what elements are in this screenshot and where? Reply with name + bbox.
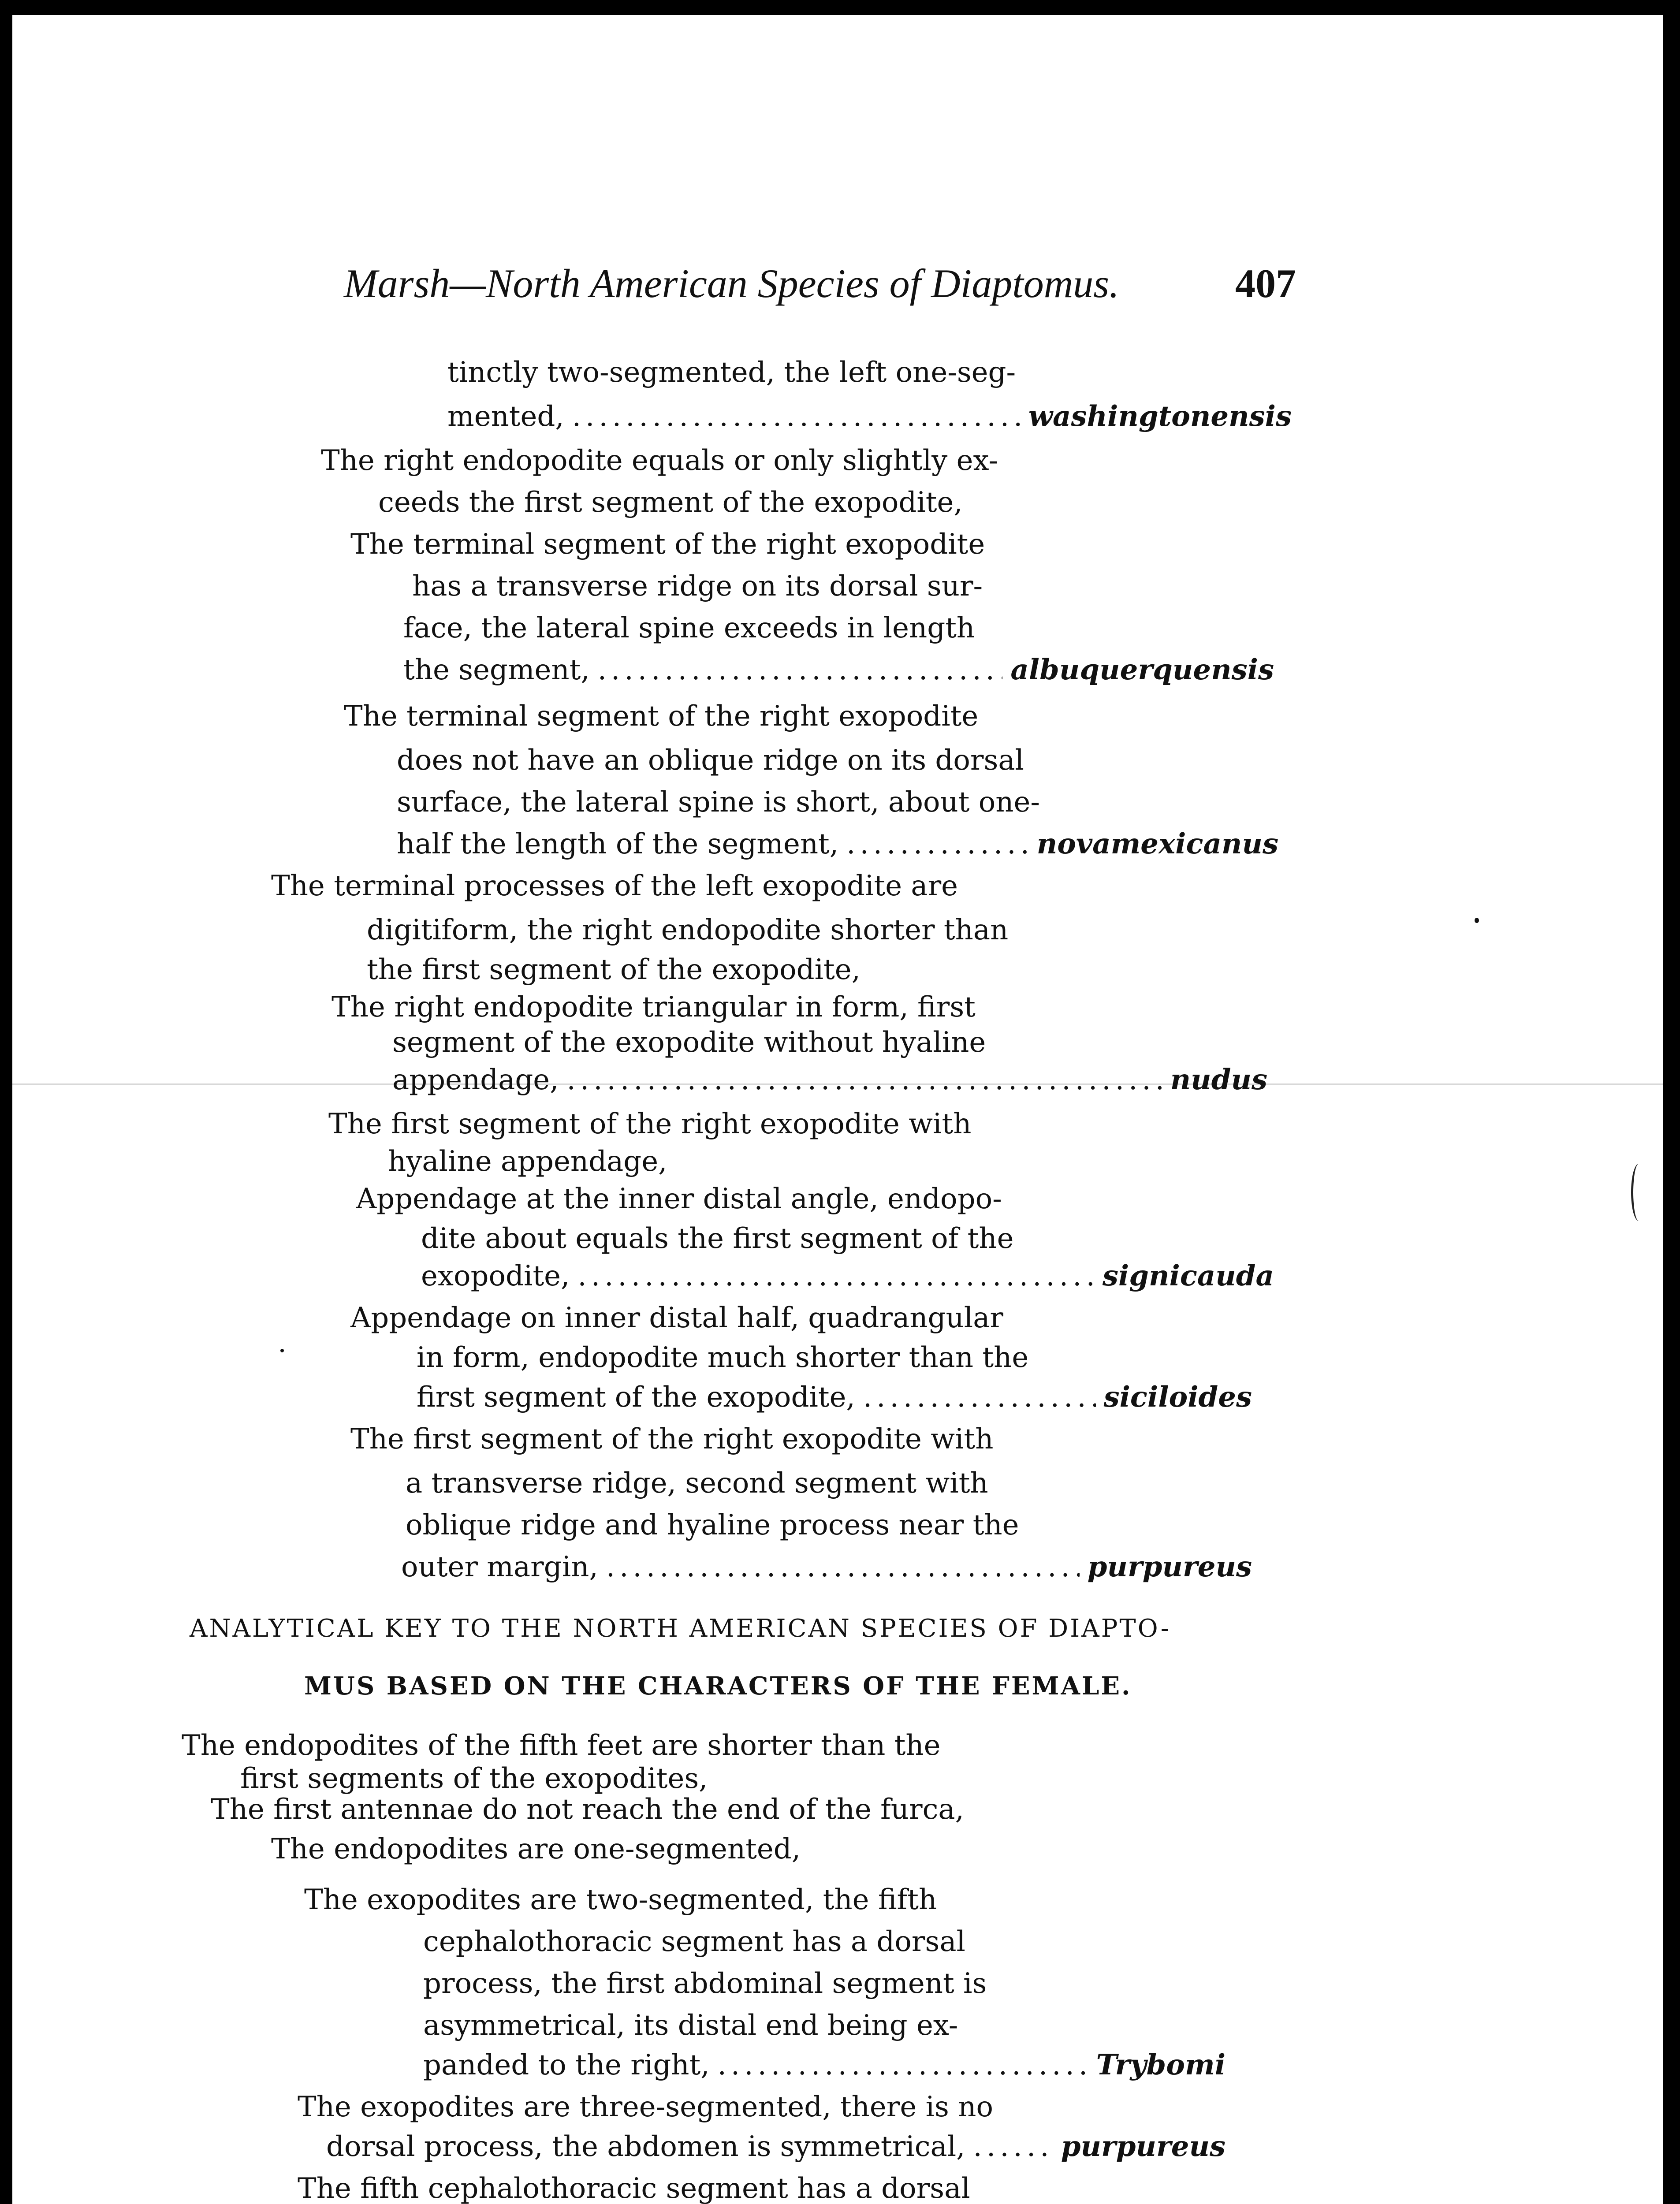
key-line: mented, [447,400,564,433]
species-name: novamexicanus [1036,827,1278,860]
key-line: The endopodites are one-segmented, [271,1833,801,1865]
key-entry-leader [403,650,1274,690]
scan-border-left [0,0,12,2204]
dot-leader [598,650,1003,690]
key-entry-leader [447,397,1292,436]
scan-border-top [0,0,1680,15]
key-line: the segment, [403,654,590,686]
key-line: surface, the lateral spine is short, about one- [397,786,1040,819]
key-line: panded to the right, [423,2049,710,2081]
dot-leader [718,2045,1088,2085]
key-line: face, the lateral spine exceeds in length [403,612,975,644]
key-line: The first segment of the right exopodite with [350,1423,994,1456]
key-line: The exopodites are three-segmented, there is no [298,2091,993,2123]
dot-leader [567,1060,1162,1100]
key-entry-leader [401,1547,1252,1587]
key-line: hyaline appendage, [388,1145,667,1178]
key-line: segment of the exopodite without hyaline [392,1026,986,1059]
species-name: albuquerquensis [1010,653,1274,686]
species-name: Trybomi [1096,2048,1226,2081]
key-line: The fifth cephalothoracic segment has a dorsal [298,2172,970,2204]
scan-border-right [1663,0,1680,2204]
key-line: The terminal segment of the right exopodite [344,700,979,733]
species-name: nudus [1170,1063,1267,1096]
key-line: Appendage at the inner distal angle, endopo- [356,1183,1002,1215]
key-line: The first antennae do not reach the end of the furca, [211,1793,964,1826]
key-line: The right endopodite triangular in form, first [332,991,976,1024]
key-line: appendage, [392,1064,559,1096]
scan-edge-mark [1631,1164,1646,1221]
scan-speck [280,1349,284,1352]
key-entry-leader [421,1256,1274,1296]
species-name: siciloides [1103,1381,1252,1414]
species-name: purpureus [1087,1550,1252,1583]
key-line: The right endopodite equals or only slightly ex- [321,444,998,477]
species-name: washingtonensis [1028,400,1292,433]
key-line: does not have an oblique ridge on its dorsal [397,744,1024,777]
key-line: half the length of the segment, [397,828,839,860]
key-line: first segments of the exopodites, [240,1762,708,1795]
key-line: a transverse ridge, second segment with [406,1467,988,1500]
female-key-heading-line2: MUS BASED ON THE CHARACTERS OF THE FEMALE. [304,1672,1132,1701]
key-line: asymmetrical, its distal end being ex- [423,2009,958,2042]
dot-leader [572,397,1021,436]
key-line: in form, endopodite much shorter than the [417,1341,1029,1374]
key-entry-leader [423,2045,1226,2085]
dot-leader [973,2127,1053,2167]
dot-leader [863,1378,1096,1417]
key-line: oblique ridge and hyaline process near the [406,1509,1019,1541]
key-line: tinctly two-segmented, the left one-seg- [447,356,1016,389]
key-line: the first segment of the exopodite, [367,953,860,986]
key-line: process, the first abdominal segment is [423,1967,987,2000]
key-line: has a transverse ridge on its dorsal sur- [412,570,983,603]
dot-leader [577,1256,1095,1296]
key-line: digitiform, the right endopodite shorter than [367,914,1009,946]
species-name: purpureus [1061,2130,1226,2163]
key-line: dite about equals the first segment of the [421,1222,1014,1255]
key-entry-leader [326,2127,1226,2167]
key-line: ceeds the first segment of the exopodite, [378,486,963,519]
key-line: first segment of the exopodite, [417,1381,855,1414]
scan-speck [1475,918,1479,923]
key-line: dorsal process, the abdomen is symmetrical, [326,2130,965,2163]
key-line: The first segment of the right exopodite with [328,1108,972,1140]
dot-leader [606,1547,1080,1587]
key-line: Appendage on inner distal half, quadrangular [350,1302,1003,1334]
key-line: The terminal segment of the right exopodite [350,528,985,561]
dot-leader [846,824,1029,864]
key-line: outer margin, [401,1551,598,1583]
page-number: 407 [1235,261,1296,306]
key-line: exopodite, [421,1260,570,1292]
running-title: Marsh—North American Species of Diaptomus. [344,261,1120,306]
key-line: The exopodites are two-segmented, the fifth [304,1884,937,1916]
key-line: cephalothoracic segment has a dorsal [423,1925,965,1958]
key-line: The endopodites of the fifth feet are shorter than the [182,1729,941,1762]
key-entry-leader [397,824,1278,864]
female-key-heading-line1: ANALYTICAL KEY TO THE NORTH AMERICAN SPECIES OF DIAPTO- [190,1614,1171,1643]
key-entry-leader [392,1060,1267,1100]
key-line: The terminal processes of the left exopodite are [271,870,958,902]
key-entry-leader [417,1378,1252,1417]
species-name: signicauda [1102,1259,1274,1292]
running-header [344,260,1296,326]
